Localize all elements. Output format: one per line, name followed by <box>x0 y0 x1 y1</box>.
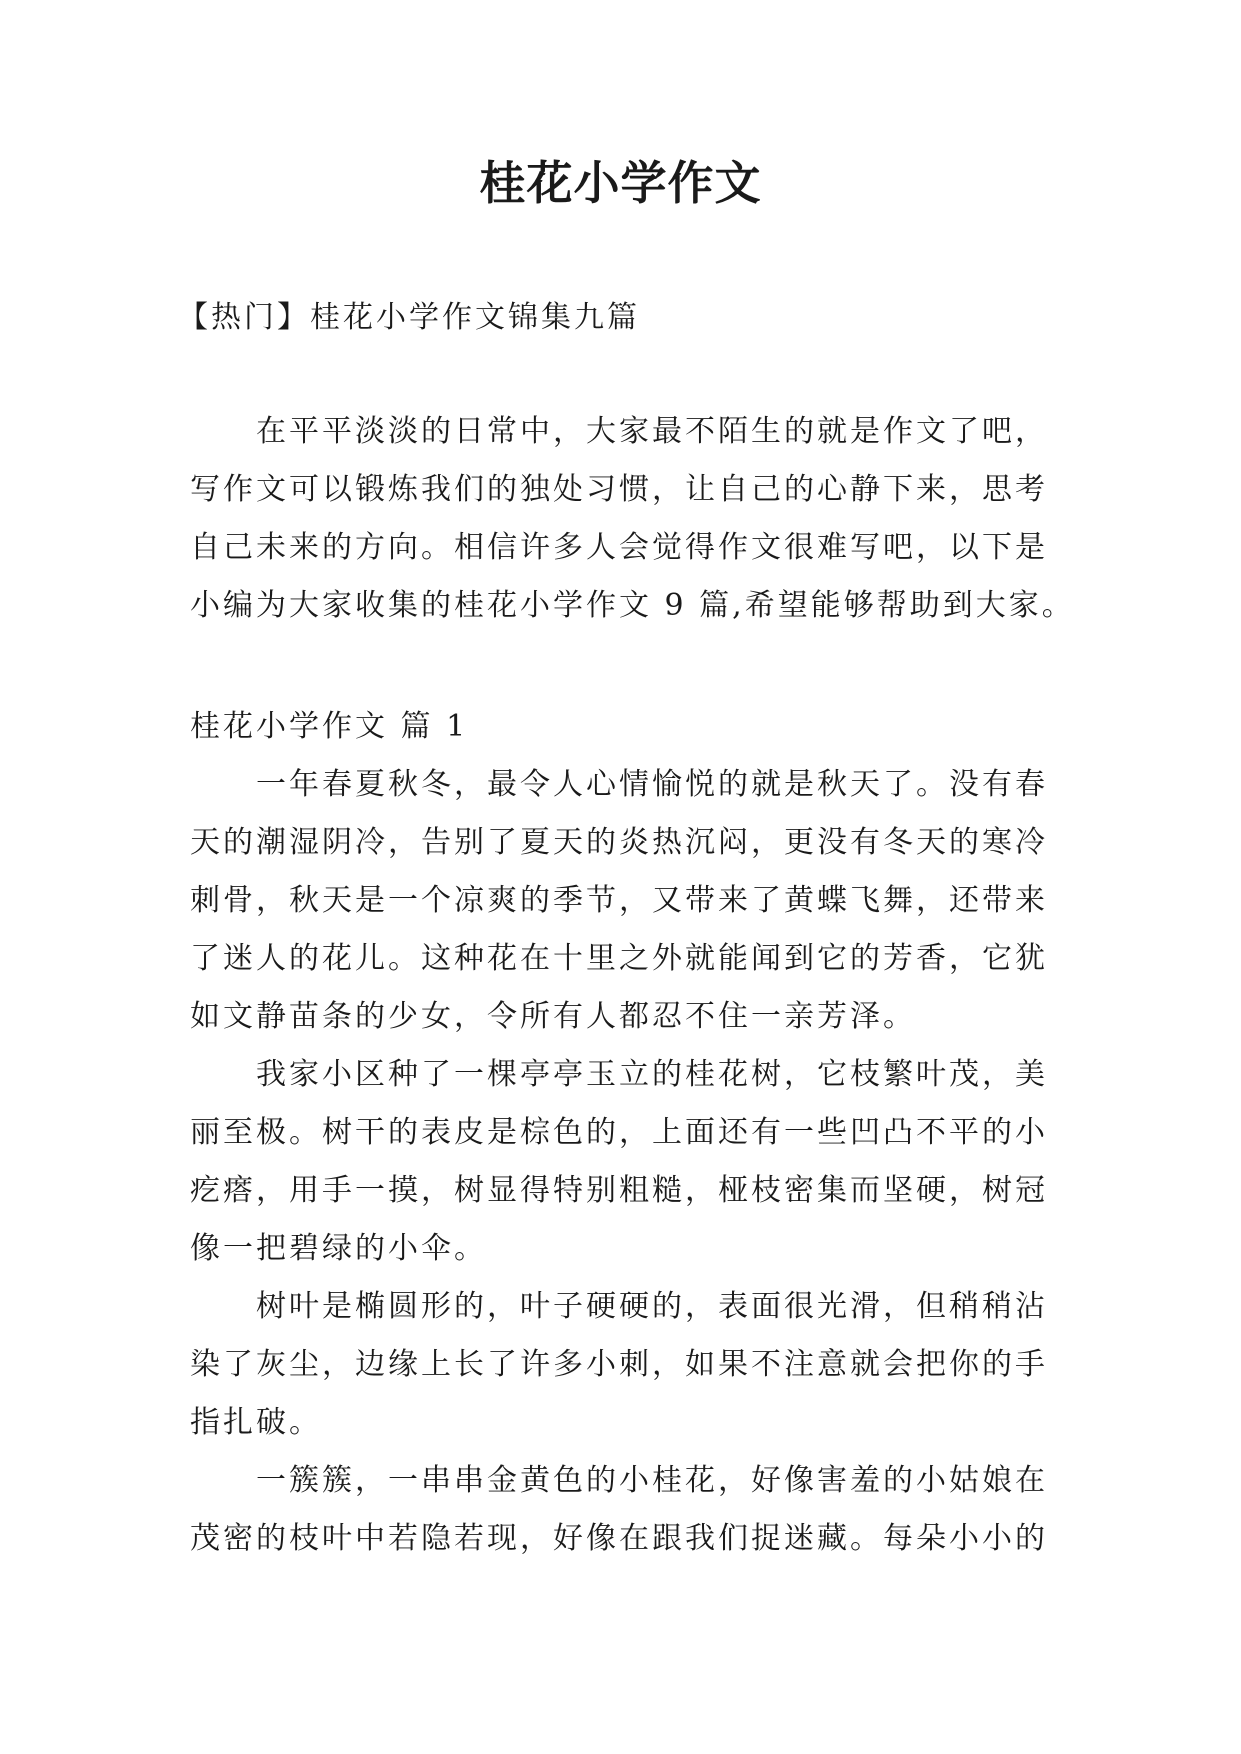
text-line: 天的潮湿阴冷，告别了夏天的炎热沉闷，更没有冬天的寒冷 <box>190 825 1048 860</box>
text-line: 写作文可以锻炼我们的独处习惯，让自己的心静下来，思考 <box>190 472 1048 507</box>
text-line: 染了灰尘，边缘上长了许多小刺，如果不注意就会把你的手 <box>190 1347 1048 1382</box>
text-line: 茂密的枝叶中若隐若现，好像在跟我们捉迷藏。每朵小小的 <box>190 1521 1048 1556</box>
text-line: 刺骨，秋天是一个凉爽的季节，又带来了黄蝶飞舞，还带来 <box>190 883 1048 918</box>
text-line: 了迷人的花儿。这种花在十里之外就能闻到它的芳香，它犹 <box>190 941 1048 976</box>
text-line: 疙瘩，用手一摸，树显得特别粗糙，桠枝密集而坚硬，树冠 <box>190 1173 1048 1208</box>
text-line: 自己未来的方向。相信许多人会觉得作文很难写吧，以下是 <box>190 530 1048 565</box>
document-title: 桂花小学作文 <box>479 156 762 210</box>
text-line: 在平平淡淡的日常中，大家最不陌生的就是作文了吧， <box>190 414 1048 449</box>
text-line: 丽至极。树干的表皮是棕色的，上面还有一些凹凸不平的小 <box>190 1115 1048 1150</box>
section-body <box>190 756 1070 1568</box>
text-line: 一年春夏秋冬，最令人心情愉悦的就是秋天了。没有春 <box>190 767 1048 802</box>
text-line: 小编为大家收集的桂花小学作文 9 篇,希望能够帮助到大家。 <box>190 588 1075 623</box>
text-line: 指扎破。 <box>190 1405 322 1440</box>
intro-paragraph <box>190 403 1075 635</box>
text-line: 我家小区种了一棵亭亭玉立的桂花树，它枝繁叶茂，美 <box>190 1057 1048 1092</box>
document-subtitle: 【热门】桂花小学作文锦集九篇 <box>178 300 640 335</box>
text-line: 一簇簇，一串串金黄色的小桂花，好像害羞的小姑娘在 <box>190 1463 1048 1498</box>
text-line: 树叶是椭圆形的，叶子硬硬的，表面很光滑，但稍稍沾 <box>190 1289 1048 1324</box>
section-heading: 桂花小学作文 篇 1 <box>190 709 469 744</box>
text-line: 像一把碧绿的小伞。 <box>190 1231 487 1266</box>
text-line: 如文静苗条的少女，令所有人都忍不住一亲芳泽。 <box>190 999 916 1034</box>
